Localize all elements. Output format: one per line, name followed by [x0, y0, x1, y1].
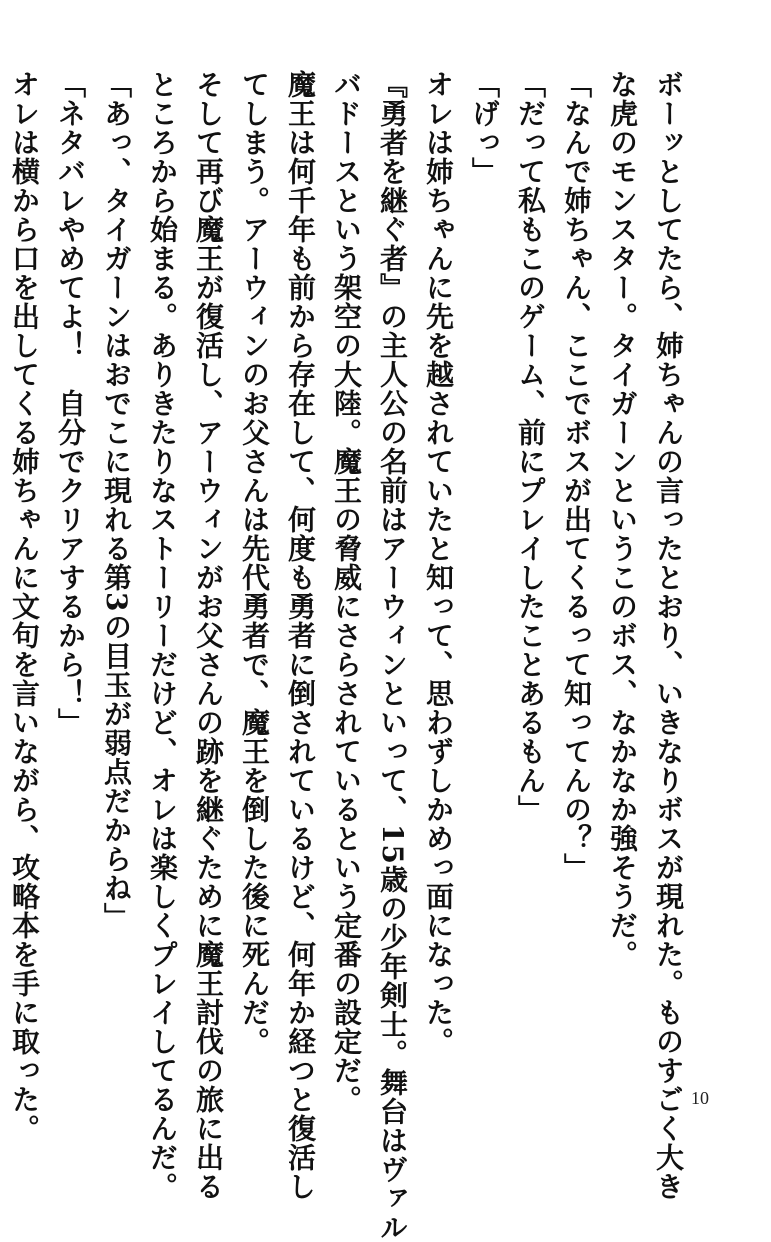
text-line: 魔王は何千年も前から存在して、何度も勇者に倒されているけど、何年か経つと復活し: [284, 70, 317, 1201]
text-line: 「げっ」: [468, 70, 501, 186]
text-line: てしまう。アーウィンのお父さんは先代勇者で、魔王を倒した後に死んだ。: [238, 70, 271, 1056]
text-line: な虎のモンスター。タイガーンというこのボス、なかなか強そうだ。: [606, 70, 639, 969]
text-line: 「だって私もこのゲーム、前にプレイしたことあるもん」: [514, 70, 547, 824]
body-text: [1, 70, 691, 1242]
text-line: ボーッとしてたら、姉ちゃんの言ったとおり、いきなりボスが現れた。ものすごく大き: [652, 70, 685, 1201]
text-line: 「なんで姉ちゃん、ここでボスが出てくるって知ってんの？」: [560, 70, 593, 882]
text-line: オレは横から口を出してくる姉ちゃんに文句を言いながら、攻略本を手に取った。: [8, 70, 41, 1143]
page-number: 10: [691, 1088, 709, 1108]
text-line: 『勇者を継ぐ者』の主人公の名前はアーウィンといって、15歳の少年剣士。舞台はヴァル: [376, 70, 409, 1242]
text-line: 「あっ、タイガーンはおでこに現れる第3の目玉が弱点だからね」: [100, 70, 133, 932]
text-line: バドースという架空の大陸。魔王の脅威にさらされているという定番の設定だ。: [330, 70, 363, 1114]
text-line: オレは姉ちゃんに先を越されていたと知って、思わずしかめっ面になった。: [422, 70, 455, 1056]
text-line: ところから始まる。ありきたりなストーリーだけど、オレは楽しくプレイしてるんだ。: [146, 70, 179, 1201]
text-line: そして再び魔王が復活し、アーウィンがお父さんの跡を継ぐために魔王討伐の旅に出る: [192, 70, 225, 1201]
text-line: 「ネタバレやめてよ！ 自分でクリアするから！」: [54, 70, 87, 737]
